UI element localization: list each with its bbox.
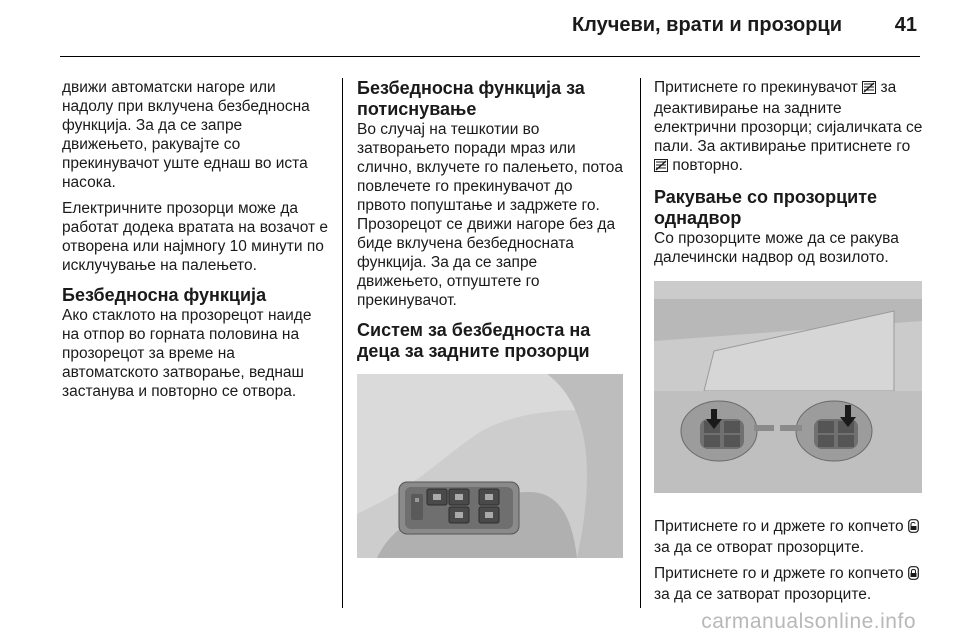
remote-key-illustration [654,281,922,493]
column-1 [62,78,328,408]
heading-child-safety: Систем за безбедноста на деца за задните прозорци [357,320,591,361]
child-lock-window-icon [862,80,876,99]
paragraph-override-safety: Во случај на тешкотии во затворањето поради мраз или слично, вклучете го палењето, потоа повлечете го прекинувачот до првото попуштање и задржете го. Прозорецот се движи нагоре без да биде вклучена безбедносната функција. За да се запре движењето, отпуштете го прекинувачот. [357,121,623,309]
paragraph-auto-move: движи автоматски нагоре или надолу при вклучена безбедносна функција. За да се запре движењето, ракувајте со прекинувачот уште еднаш во иста насока. [62,79,310,191]
lock-key-icon [908,566,919,585]
page-number: 41 [894,14,917,36]
page-title: Клучеви, врати и прозорци [571,14,842,36]
heading-safety-function: Безбедносна функција [62,285,267,305]
paragraph-remote-operation: Со прозорците може да се ракува далечински надвор од возилото. [654,230,899,266]
column-divider-1 [342,78,343,608]
heading-remote-operation: Ракување со прозорците однадвор [654,187,878,228]
unlock-key-icon [908,519,919,538]
watermark: carmanualsonline.info [701,610,916,633]
column-3 [654,78,924,611]
header-rule [60,56,920,57]
paragraph-safety-function: Ако стаклото на прозорецот наиде на отпор во горната половина на прозорецот за време на автоматското затворање, веднаш застанува и повторно се отвора. [62,307,312,400]
door-switch-panel-illustration [357,374,623,558]
column-2 [357,78,623,572]
paragraph-open-windows: Притиснете го и држете го копчето за да се отворат прозорците. [654,517,924,557]
paragraph-power-windows: Електричните прозорци може да работат додека вратата на возачот е отворена или најмногу 10 минути по исклучување на палењето. [62,200,328,274]
heading-override-safety: Безбедносна функција за потиснување [357,78,585,119]
paragraph-close-windows: Притиснете го и држете го копчето за да се затворат прозорците. [654,564,924,604]
child-lock-window-icon [654,158,668,177]
paragraph-child-lock: Притиснете го прекинувачот за деактивирање на задните електрични прозорци; сијаличката се пали. За активирање притиснете го повторно. [654,78,924,177]
column-divider-2 [640,78,641,608]
